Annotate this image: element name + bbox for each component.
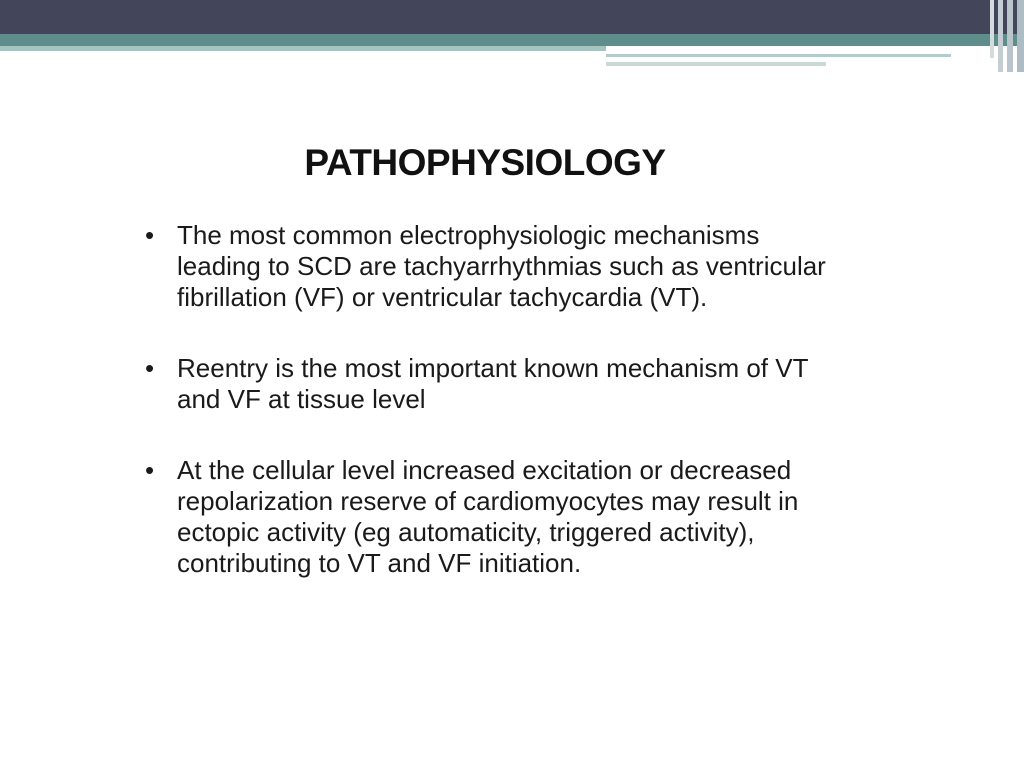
bullet-dot-icon: • bbox=[145, 220, 155, 250]
header-teal-light-line bbox=[0, 46, 606, 51]
bullet-dot-icon: • bbox=[145, 455, 155, 485]
bullet-dot-icon: • bbox=[145, 353, 155, 383]
bullet-item bbox=[145, 353, 835, 415]
slide-title: PATHOPHYSIOLOGY bbox=[304, 142, 666, 183]
decorative-stripes bbox=[990, 0, 1024, 72]
header-teal-band bbox=[0, 34, 1024, 46]
bullet-item bbox=[145, 220, 835, 313]
bullet-text: At the cellular level increased excitation or decreased repolarization reserve of cardiomyocytes may result in ectopic activity (eg automaticity, triggered activity), contributing to VT and VF initiation. bbox=[177, 455, 799, 578]
bullet-text: Reentry is the most important known mechanism of VT and VF at tissue level bbox=[177, 353, 808, 414]
bullet-list bbox=[145, 220, 835, 579]
header-accent-line bbox=[606, 54, 951, 57]
header-accent-line-short bbox=[606, 62, 826, 66]
bullet-item bbox=[145, 455, 835, 579]
stripe bbox=[990, 0, 994, 58]
bullet-text: The most common electrophysiologic mechanisms leading to SCD are tachyarrhythmias such as ventricular fibrillation (VF) or ventricular tachycardia (VT). bbox=[177, 220, 826, 312]
stripe bbox=[1007, 0, 1013, 72]
stripe bbox=[1017, 0, 1024, 72]
header-dark-band bbox=[0, 0, 1024, 34]
stripe bbox=[998, 0, 1003, 72]
